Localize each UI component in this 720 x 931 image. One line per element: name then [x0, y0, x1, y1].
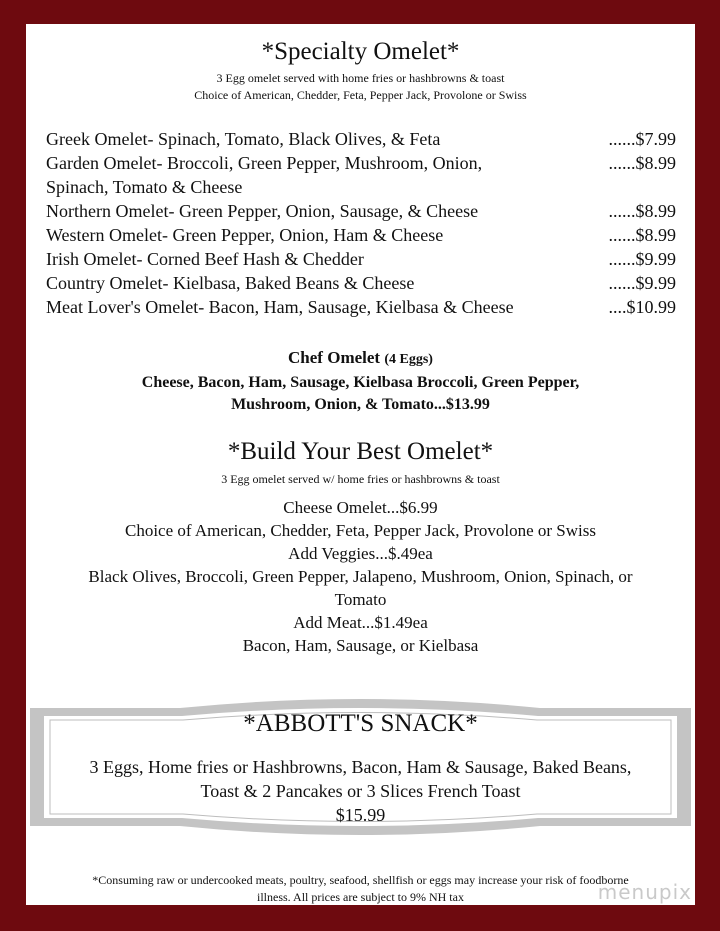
snack-title: *ABBOTT'S SNACK* [243, 710, 478, 737]
veggie-list: Black Olives, Broccoli, Green Pepper, Jalapeno, Mushroom, Onion, Spinach, or [88, 567, 633, 586]
item-price: ....$10.99 [608, 297, 676, 317]
specialty-title: *Specialty Omelet* [261, 38, 460, 65]
snack-price: $15.99 [335, 805, 386, 825]
snack-line2: Toast & 2 Pancakes or 3 Slices French Toast [200, 781, 521, 801]
cheese-choices: Choice of American, Chedder, Feta, Pepper Jack, Provolone or Swiss [125, 521, 596, 540]
chef-omelet-line1: Cheese, Bacon, Ham, Sausage, Kielbasa Broccoli, Green Pepper, [141, 374, 580, 391]
item-name: Western Omelet- Green Pepper, Onion, Ham & Cheese [46, 225, 444, 245]
add-veggies: Add Veggies...$.49ea [288, 544, 433, 563]
item-price: ......$8.99 [608, 153, 676, 173]
item-price: ......$7.99 [608, 129, 676, 149]
footer-tax-note: illness. All prices are subject to 9% NH tax [257, 890, 464, 904]
chef-omelet-eggs: (4 Eggs) [384, 352, 433, 367]
item-name: Irish Omelet- Corned Beef Hash & Chedder [46, 249, 364, 269]
chef-omelet-heading [26, 348, 695, 368]
footer-disclaimer: *Consuming raw or undercooked meats, poultry, seafood, shellfish or eggs may increase your risk of foodborne [92, 873, 629, 887]
item-name-continued: Spinach, Tomato & Cheese [46, 177, 243, 197]
item-name: Country Omelet- Kielbasa, Baked Beans & Cheese [46, 273, 415, 293]
menu-item [46, 151, 676, 199]
build-subtitle: 3 Egg omelet served w/ home fries or hashbrowns & toast [221, 472, 500, 486]
cheese-omelet: Cheese Omelet...$6.99 [283, 498, 438, 517]
menu-item [46, 199, 676, 223]
menu-item [46, 271, 676, 295]
item-name: Northern Omelet- Green Pepper, Onion, Sausage, & Cheese [46, 201, 479, 221]
item-name: Garden Omelet- Broccoli, Green Pepper, Mushroom, Onion, [46, 153, 483, 173]
chef-omelet-line2: Mushroom, Onion, & Tomato...$13.99 [231, 396, 490, 413]
chef-omelet-title: Chef Omelet [288, 348, 381, 367]
menu-item [46, 295, 676, 319]
item-price: ......$8.99 [608, 201, 676, 221]
menu-item [46, 127, 676, 151]
add-meat: Add Meat...$1.49ea [293, 613, 428, 632]
item-name: Greek Omelet- Spinach, Tomato, Black Olives, & Feta [46, 129, 441, 149]
veggie-list-continued: Tomato [334, 590, 387, 609]
menu-item [46, 223, 676, 247]
menu-item [46, 247, 676, 271]
specialty-subtitle: 3 Egg omelet served with home fries or hashbrowns & toast [216, 71, 505, 85]
item-name: Meat Lover's Omelet- Bacon, Ham, Sausage, Kielbasa & Cheese [46, 297, 514, 317]
item-price: ......$9.99 [608, 273, 676, 293]
meat-list: Bacon, Ham, Sausage, or Kielbasa [242, 636, 479, 655]
build-title: *Build Your Best Omelet* [227, 438, 494, 465]
menu-page [26, 24, 695, 905]
menupix-watermark: menupix [597, 880, 692, 904]
item-price: ......$9.99 [608, 249, 676, 269]
specialty-cheese-choices: Choice of American, Chedder, Feta, Pepper Jack, Provolone or Swiss [194, 88, 527, 102]
item-price: ......$8.99 [608, 225, 676, 245]
snack-line1: 3 Eggs, Home fries or Hashbrowns, Bacon, Ham & Sausage, Baked Beans, [89, 757, 632, 777]
